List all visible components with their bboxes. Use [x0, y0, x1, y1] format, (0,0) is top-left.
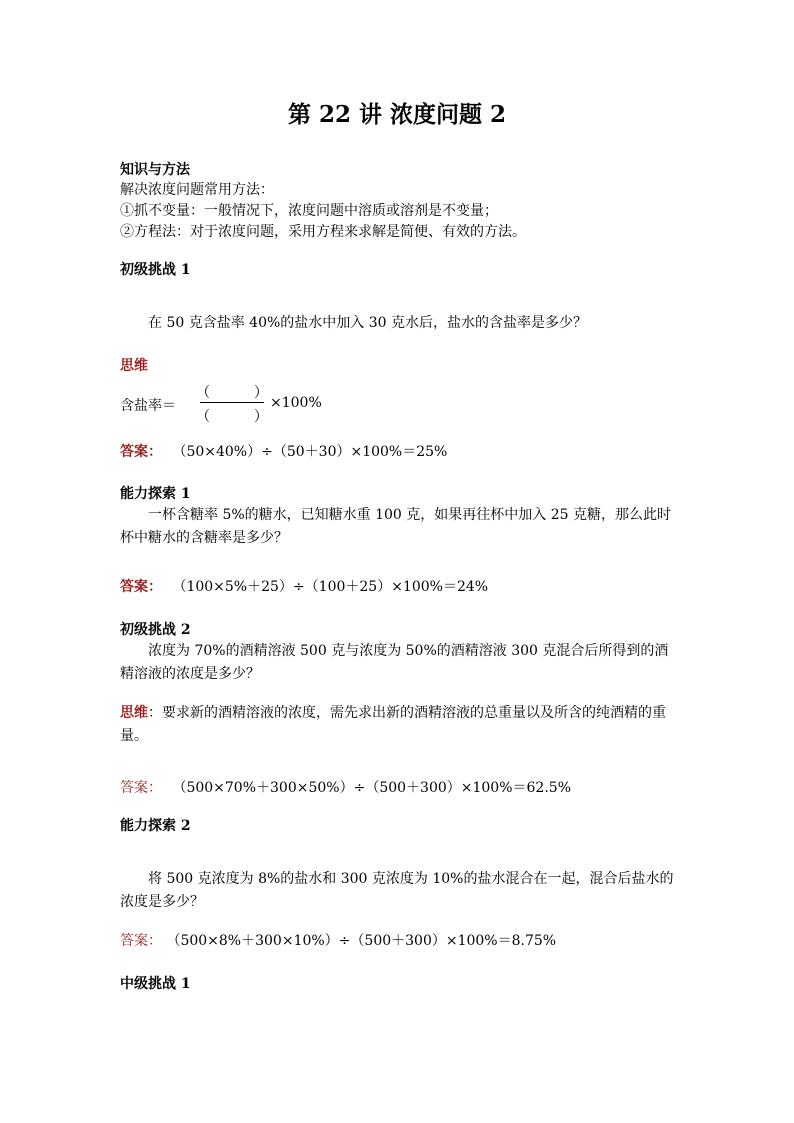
answer-label: 答案：: [120, 444, 162, 460]
knowledge-point-1: ①抓不变量：一般情况下，浓度问题中溶质或溶剂是不变量；: [120, 203, 498, 219]
formula-numerator-blank: （ ）: [196, 385, 268, 401]
section-3-answer: [120, 778, 571, 798]
thinking-text: ：要求新的酒精溶液的浓度，需先求出新的酒精溶液的总重量以及所含的纯酒精的重量。: [120, 705, 666, 744]
section-2-question: 一杯含糖率 5%的糖水，已知糖水重 100 克，如果再往杯中加入 25 克糖，那么此时杯中糖水的含糖率是多少？: [120, 507, 671, 546]
answer-text: （500×70%＋300×50%）÷（500＋300）×100%＝62.5%: [172, 780, 571, 796]
knowledge-point-2: ②方程法：对于浓度问题，采用方程来求解是简便、有效的方法。: [120, 224, 526, 240]
formula-lhs: 含盐率＝: [120, 398, 176, 414]
answer-text: （50×40%）÷（50＋30）×100%＝25%: [172, 444, 448, 460]
section-4-answer: [120, 931, 556, 951]
section-2-heading: 能力探索 1: [120, 486, 191, 502]
fraction-bar: [200, 402, 264, 403]
section-3-thinking: [120, 702, 676, 748]
section-2-answer: [120, 577, 488, 597]
section-5-heading: 中级挑战 1: [120, 976, 191, 992]
knowledge-heading: 知识与方法: [120, 162, 190, 178]
section-3-question: 浓度为 70%的酒精溶液 500 克与浓度为 50%的酒精溶液 300 克混合后所得到的酒精溶液的浓度是多少？: [120, 643, 669, 682]
formula-denominator-blank: （ ）: [196, 409, 268, 425]
section-1-answer: [120, 442, 447, 462]
section-3-heading: 初级挑战 2: [120, 622, 191, 638]
salt-rate-formula: [120, 382, 380, 426]
answer-text: （100×5%＋25）÷（100＋25）×100%＝24%: [172, 579, 489, 595]
section-4-heading: 能力探索 2: [120, 818, 191, 834]
section-1-heading: 初级挑战 1: [120, 262, 191, 278]
section-1-thinking-label: 思维: [120, 358, 148, 374]
section-1-question: 在 50 克含盐率 40%的盐水中加入 30 克水后，盐水的含盐率是多少？: [148, 315, 587, 331]
answer-text: （500×8%＋300×10%）÷（500＋300）×100%＝8.75%: [166, 933, 557, 949]
answer-label: 答案：: [120, 780, 162, 796]
answer-label: 答案：: [120, 579, 162, 595]
section-4-question: 将 500 克浓度为 8%的盐水和 300 克浓度为 10%的盐水混合在一起，混合后盐水的浓度是多少？: [120, 871, 674, 910]
thinking-label: 思维: [120, 705, 148, 721]
knowledge-intro: 解决浓度问题常用方法：: [120, 182, 274, 198]
answer-label: 答案：: [120, 933, 162, 949]
formula-rhs: ×100%: [270, 395, 322, 411]
page-title: 第 22 讲 浓度问题 2: [287, 101, 507, 128]
